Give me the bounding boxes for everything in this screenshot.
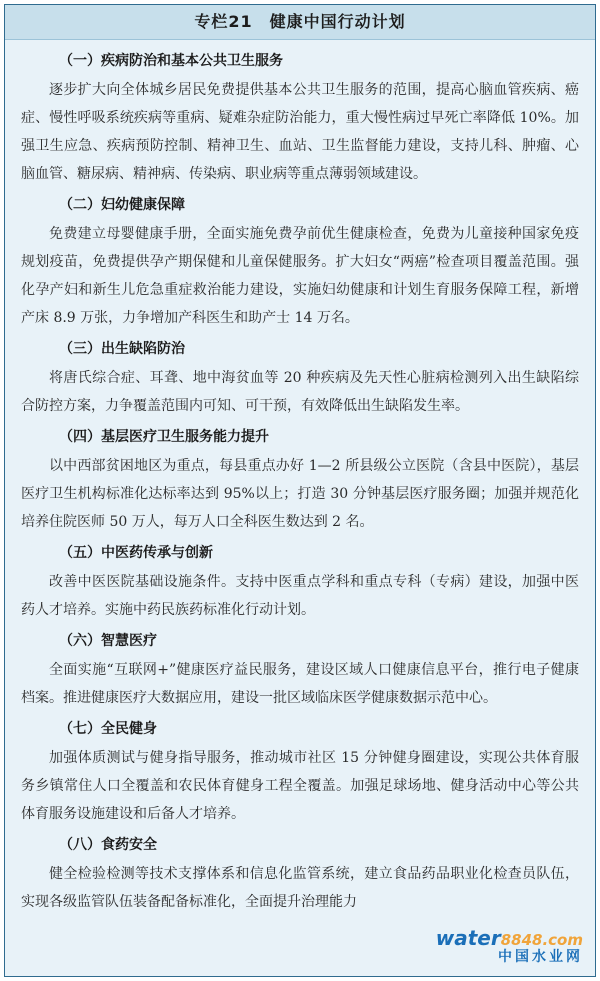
section-6 [21,630,579,712]
section-text: 加强体质测试与健身指导服务，推动城市社区 15 分钟健身圈建设，实现公共体育服务乡镇常住人口全覆盖和农民体育健身工程全覆盖。加强足球场地、健身活动中心等公共体育服务设施建设和后备人才培养。 [21,750,579,822]
section-heading: （五）中医药传承与创新 [59,545,213,561]
section-3 [21,338,579,420]
section-heading: （八）食药安全 [59,837,157,853]
section-heading: （六）智慧医疗 [59,633,157,649]
section-1 [21,50,579,188]
section-8 [21,834,579,916]
section-text: 健全检验检测等技术支撑体系和信息化监管系统，建立食品药品职业化检查员队伍，实现各级监管队伍装备配备标准化，全面提升治理能力 [21,866,579,910]
box-title: 专栏21 健康中国行动计划 [5,5,595,40]
feature-box [4,4,596,977]
section-text: 将唐氏综合症、耳聋、地中海贫血等 20 种疾病及先天性心脏病检测列入出生缺陷综合防控方案，力争覆盖范围内可知、可干预，有效降低出生缺陷发生率。 [21,370,579,414]
section-heading: （四）基层医疗卫生服务能力提升 [59,429,269,445]
section-heading: （二）妇幼健康保障 [59,197,185,213]
section-text: 逐步扩大向全体城乡居民免费提供基本公共卫生服务的范围，提高心脑血管疾病、癌症、慢性呼吸系统疾病等重病、疑难杂症防治能力，重大慢性病过早死亡率降低 10%。加强卫生应急、疾病预防控制、精神卫生、血站、卫生监督能力建设，支持儿科、肿瘤、心脑血管、糖尿病、精神病、传染病、职业病等重点薄弱领域建设。 [21,82,579,182]
section-heading: （七）全民健身 [59,721,157,737]
watermark-brand-number: 8848 [500,931,543,949]
section-text: 以中西部贫困地区为重点，每县重点办好 1—2 所县级公立医院（含县中医院），基层医疗卫生机构标准化达标率达到 95%以上；打造 30 分钟基层医疗服务圈；加强并规范化培养住院医师 50 万人，每万人口全科医生数达到 2 名。 [21,458,579,530]
watermark-brand-suffix: .com [542,931,583,949]
section-heading: （一）疾病防治和基本公共卫生服务 [59,53,283,69]
section-2 [21,194,579,332]
watermark-brand-text: water [435,926,501,950]
section-text: 免费建立母婴健康手册，全面实施免费孕前优生健康检查，免费为儿童接种国家免疫规划疫苗，免费提供孕产期保健和儿童保健服务。扩大妇女“两癌”检查项目覆盖范围。强化孕产妇和新生儿危急重症救治能力建设，实施妇幼健康和计划生育服务保障工程，新增产床 8.9 万张，力争增加产科医生和助产士 14 万名。 [21,226,579,326]
watermark-site-name: 中国水业网 [498,949,583,965]
section-heading: （三）出生缺陷防治 [59,341,185,357]
section-text: 改善中医医院基础设施条件。支持中医重点学科和重点专科（专病）建设，加强中医药人才培养。实施中药民族药标准化行动计划。 [21,574,579,618]
section-5 [21,542,579,624]
section-4 [21,426,579,536]
site-watermark-logo [435,926,583,966]
box-content [5,40,595,916]
section-text: 全面实施“互联网+”健康医疗益民服务，建设区域人口健康信息平台，推行电子健康档案。推进健康医疗大数据应用，建设一批区域临床医学健康数据示范中心。 [21,662,579,706]
section-7 [21,718,579,828]
